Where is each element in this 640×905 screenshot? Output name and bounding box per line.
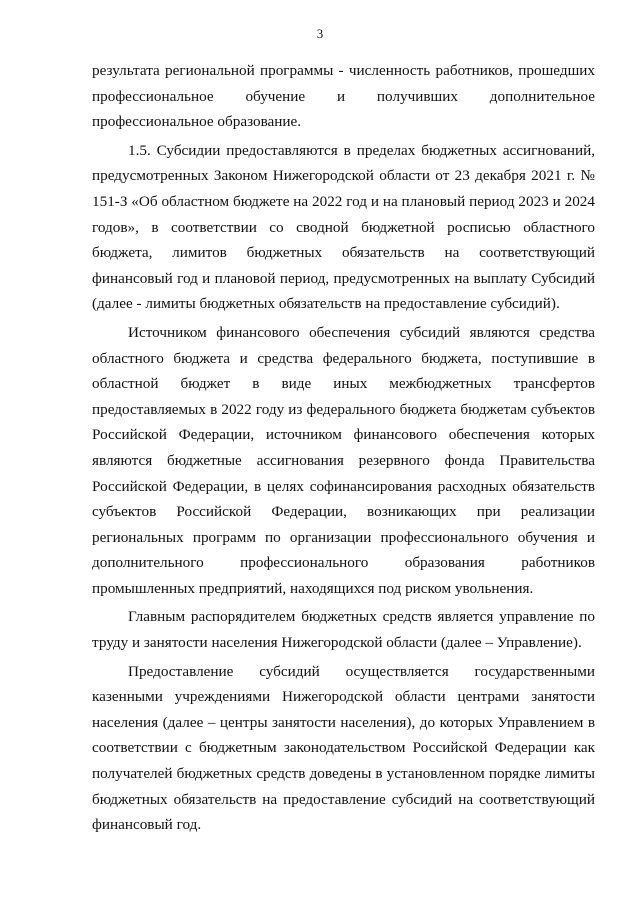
document-body: [92, 58, 595, 838]
paragraph-result-continuation: результата региональной программы - численность работников, прошедших профессиональное обучение и получивших дополнительное профессиональное образование.: [92, 62, 595, 131]
paragraph-subsidy-provision: Предоставление субсидий осуществляется государственными казенными учреждениями Нижегородской области центрами занятости населения (далее – центры занятости населения), до которых Управлением в соответствии с бюджетным законодательством Российской Федерации как получателей бюджетных средств доведены в установленном порядке лимиты бюджетных обязательств на предоставление субсидий на соответствующий финансовый год.: [92, 662, 595, 834]
paragraph-chief-manager: Главным распорядителем бюджетных средств является управление по труду и занятости населения Нижегородской области (далее – Управление).: [92, 608, 595, 652]
page-number: 3: [316, 26, 324, 41]
paragraph-funding-sources: Источником финансового обеспечения субсидий являются средства областного бюджета и средства федерального бюджета, поступившие в областной бюджет в виде иных межбюджетных трансфертов предоставляемых в 2022 году из федерального бюджета бюджетам субъектов Российской Федерации, источником финансового обеспечения которых являются бюджетные ассигнования резервного фонда Правительства Российской Федерации, в целях софинансирования расходных обязательств субъектов Российской Федерации, возникающих при реализации региональных программ по организации профессионального обучения и дополнительного профессионального образования работников промышленных предприятий, находящихся под риском увольнения.: [92, 323, 595, 597]
paragraph-1-5-subsidies: 1.5. Субсидии предоставляются в пределах бюджетных ассигнований, предусмотренных Законом Нижегородской области от 23 декабря 2021 г. № 151-З «Об областном бюджете на 2022 год и на плановый период 2023 и 2024 годов», в соответствии со сводной бюджетной росписью областного бюджета, лимитов бюджетных обязательств на соответствующий финансовый год и плановой период, предусмотренных на выплату Субсидий (далее - лимиты бюджетных обязательств на предоставление субсидий).: [92, 141, 595, 313]
